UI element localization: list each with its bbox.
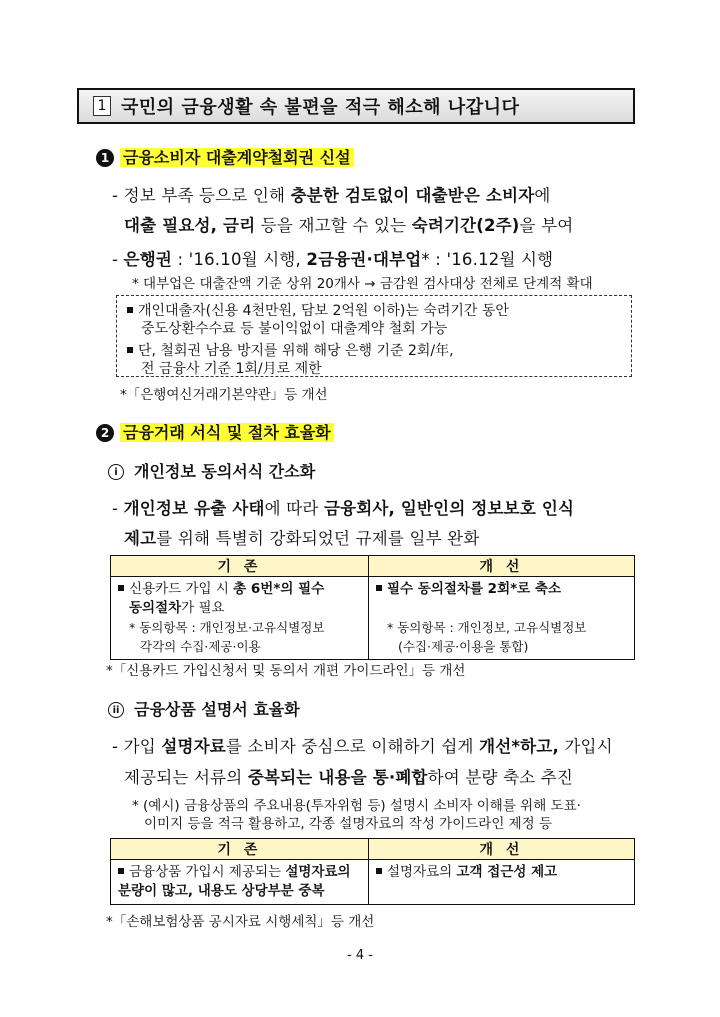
- section2-title: 금융거래 서식 및 절차 효율화: [120, 423, 334, 442]
- box-item1-line1: 개인대출자(신용 4천만원, 담보 2억원 이하)는 숙려기간 동안: [127, 300, 509, 320]
- section1-number: 1: [96, 149, 114, 167]
- box-item2-line1: 단, 철회권 남용 방지를 위해 해당 은행 기준 2회/年,: [127, 340, 454, 360]
- section1-line2: 대출 필요성, 금리 등을 재고할 수 있는 숙려기간(2주)을 부여: [124, 216, 574, 235]
- section1-info-box: [116, 295, 632, 377]
- table2-head-after: 개 선: [369, 839, 635, 860]
- page-number: - 4 -: [347, 948, 373, 963]
- subsection2-line1: - 가입 설명자료를 소비자 중심으로 이해하기 쉽게 개선*하고, 가입시: [112, 737, 613, 756]
- section1-heading: [96, 145, 354, 168]
- section1-note2: *「은행여신거래기본약관」등 개선: [120, 387, 328, 403]
- table1-head-after: 개 선: [369, 556, 635, 577]
- table2-after-cell: 설명자료의 고객 접근성 제고: [369, 860, 635, 905]
- section2-number: 2: [96, 424, 114, 442]
- subsection2-note-b: 이미지 등을 적극 활용하고, 각종 설명자료의 작성 가이드라인 제정 등: [144, 816, 553, 832]
- box-item2-line2: 전 금융사 기준 1회/月로 제한: [141, 361, 322, 377]
- section1-note1: * 대부업은 대출잔액 기준 상위 20개사 → 금감원 검사대상 전체로 단계적 확대: [132, 276, 593, 292]
- subsection2-note-a: * (예시) 금융상품의 주요내용(투자위험 등) 설명시 소비자 이해를 위해 도표·: [132, 798, 581, 814]
- section2-note3: *「신용카드 가입신청서 및 동의서 개편 가이드라인」등 개선: [106, 663, 466, 679]
- section1-title: 금융소비자 대출계약철회권 신설: [120, 148, 354, 167]
- page-title-box: [77, 88, 635, 124]
- table1-before-cell: 신용카드 가입 시 총 6번*의 필수 동의절차가 필요 * 동의항목 : 개인정보·고유식별정보 각각의 수집·제공·이용: [111, 577, 369, 660]
- comparison-table-2: [110, 838, 635, 905]
- page-title: 국민의 금융생활 속 불편을 적극 해소해 나갑니다: [121, 97, 520, 118]
- title-number: 1: [93, 96, 111, 116]
- table2-before-cell: 금융상품 가입시 제공되는 설명자료의 분량이 많고, 내용도 상당부분 중복: [111, 860, 369, 905]
- section1-line3: - 은행권 : '16.10월 시행, 2금융권·대부업* : '16.12월 시행: [112, 250, 554, 269]
- section2-heading: [96, 420, 334, 443]
- table2-head-before: 기 존: [111, 839, 369, 860]
- box-item1-line2: 중도상환수수료 등 불이익없이 대출계약 철회 가능: [141, 321, 448, 337]
- table1-after-cell: 필수 동의절차를 2회*로 축소 * 동의항목 : 개인정보, 고유식별정보 (수집·제공·이용을 통합): [369, 577, 635, 660]
- comparison-table-1: [110, 555, 635, 660]
- subsection2-heading: ii 금융상품 설명서 효율화: [108, 697, 300, 720]
- subsection1-line2: 제고를 위해 특별히 강화되었던 규제를 일부 완화: [124, 529, 480, 548]
- table1-head-before: 기 존: [111, 556, 369, 577]
- subsection1-line1: - 개인정보 유출 사태에 따라 금융회사, 일반인의 정보보호 인식: [112, 499, 575, 518]
- section1-line1: - 정보 부족 등으로 인해 충분한 검토없이 대출받은 소비자에: [112, 186, 551, 205]
- subsection2-line2: 제공되는 서류의 중복되는 내용을 통·폐합하여 분량 축소 추진: [124, 768, 574, 787]
- subsection1-heading: i 개인정보 동의서식 간소화: [108, 459, 315, 482]
- section2-note4: *「손해보험상품 공시자료 시행세칙」등 개선: [106, 914, 375, 930]
